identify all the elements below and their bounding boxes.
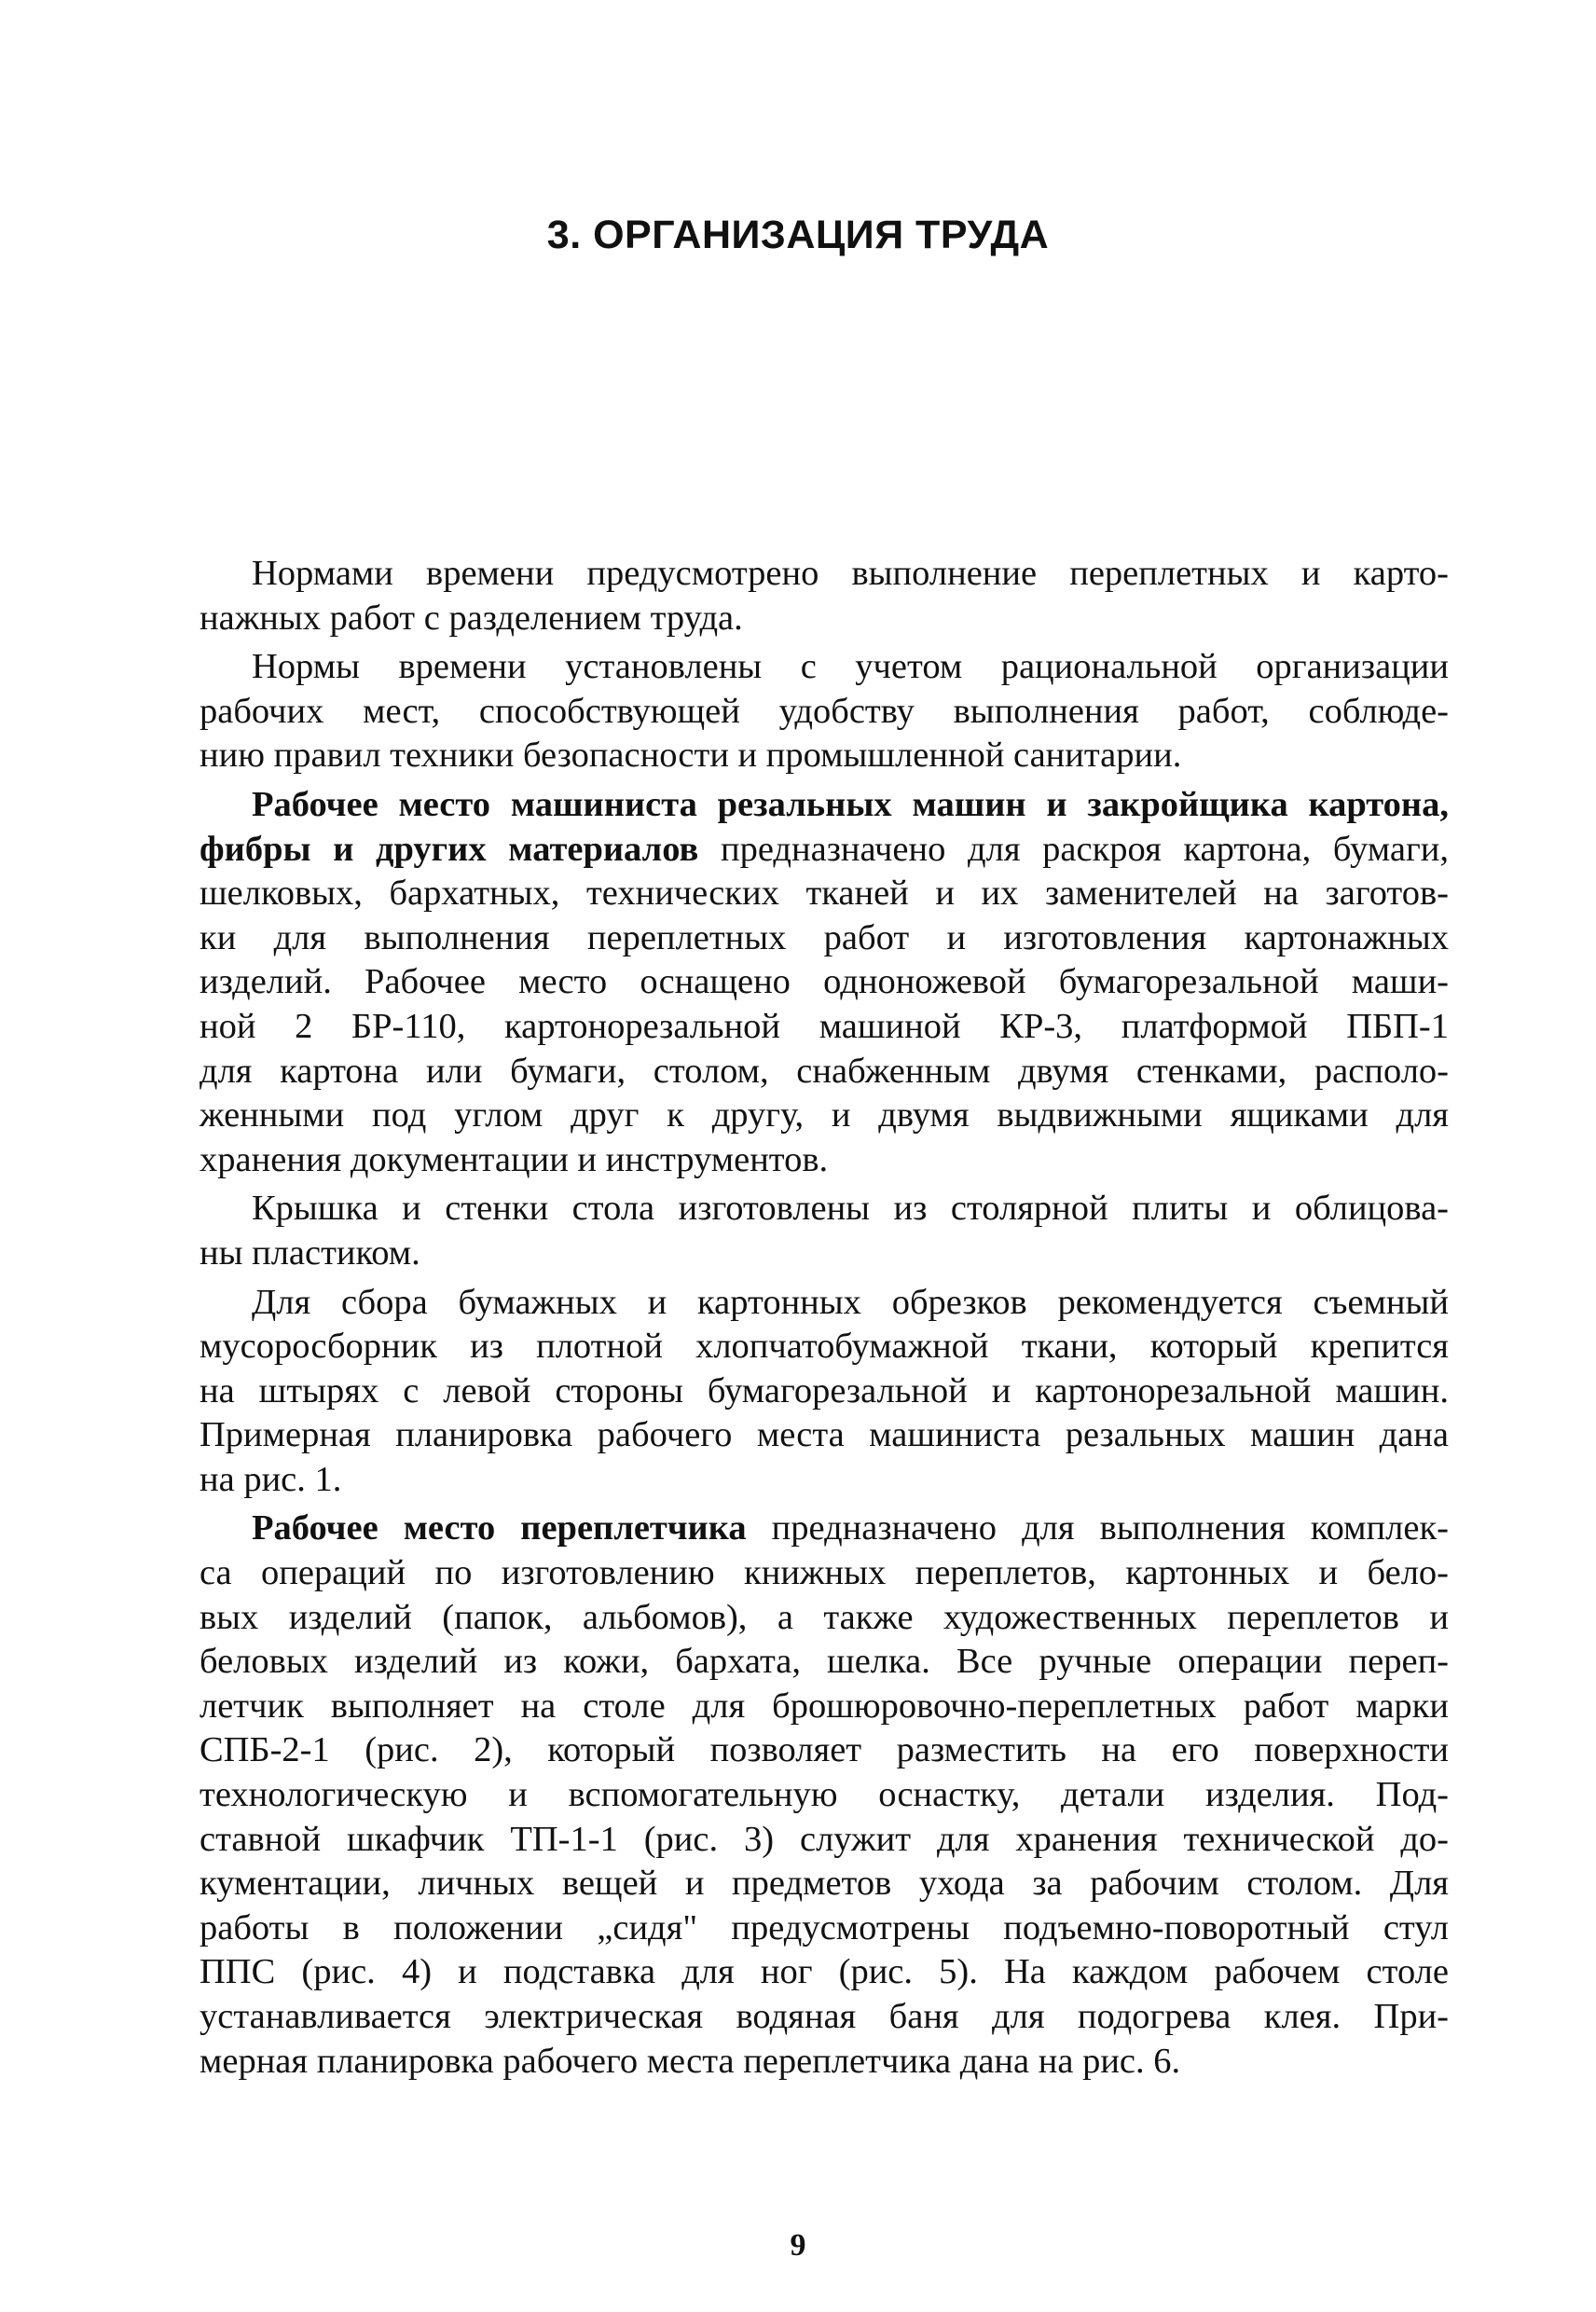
text-line: устанавливается электрическая водяная баня для подогрева клея. При- [200, 1997, 1449, 2036]
bold-term: Рабочее место машиниста резальных машин и закройщика картона, [252, 784, 1449, 824]
paragraph-6 [200, 1507, 1449, 2084]
text-line: Крышка и стенки стола изготовлены из столярной плиты и облицова- [252, 1189, 1449, 1229]
bold-term: Рабочее место переплетчика [252, 1508, 747, 1548]
text-line: шелковых, бархатных, технических тканей и их заменителей на заготов- [200, 874, 1449, 914]
text-line [200, 828, 1449, 873]
text-line: рабочих мест, способствующей удобству выполнения работ, соблюде- [200, 691, 1449, 731]
text-line: нию правил техники безопасности и промышленной санитарии. [200, 736, 1182, 776]
text-line: нажных работ с разделением труда. [200, 598, 743, 638]
text-line: изделий. Рабочее место оснащено одноножевой бумагорезальной маши- [200, 962, 1449, 1002]
text-line: Для сбора бумажных и картонных обрезков рекомендуется съемный [252, 1282, 1449, 1322]
text-line: хранения документации и инструментов. [200, 1139, 829, 1179]
paragraph-2 [200, 645, 1449, 778]
text-fragment: предназначено для выполнения комплек- [746, 1508, 1449, 1548]
section-heading: 3. ОРГАНИЗАЦИЯ ТРУДА [546, 213, 1050, 257]
text-line: ППС (рис. 4) и подставка для ног (рис. 5). На каждом рабочем столе [200, 1952, 1449, 1992]
text-line: мусоросборник из плотной хлопчатобумажной ткани, который крепится [200, 1327, 1449, 1367]
text-line: вых изделий (папок, альбомов), а также художественных переплетов и [200, 1597, 1449, 1637]
text-line: ны пластиком. [200, 1232, 420, 1273]
text-line: ставной шкафчик ТП-1-1 (рис. 3) служит для хранения технической до- [200, 1819, 1449, 1859]
text-line: летчик выполняет на столе для брошюровочно-переплетных работ марки [200, 1686, 1449, 1726]
text-line: СПБ-2-1 (рис. 2), который позволяет разместить на его поверхности [200, 1730, 1449, 1770]
paragraph-4 [200, 1187, 1449, 1275]
text-line: Нормами времени предусмотрено выполнение переплетных и карто- [252, 554, 1449, 593]
text-fragment: предназначено для раскроя картона, бумаги, [698, 829, 1450, 869]
text-line: женными под углом друг к другу, и двумя выдвижными ящиками для [200, 1095, 1449, 1135]
text-line: технологическую и вспомогательную оснастку, детали изделия. Под- [200, 1775, 1449, 1815]
text-line: Нормы времени установлены с учетом рациональной организации [252, 647, 1449, 687]
text-line: на штырях с левой стороны бумагорезальной и картонорезальной машин. [200, 1370, 1449, 1411]
paragraph-1 [200, 552, 1449, 640]
text-line: ной 2 БР-110, картонорезальной машиной КР-3, платформой ПБП-1 [200, 1006, 1449, 1046]
bold-term: фибры и других материалов [200, 829, 699, 869]
text-line: работы в положении „сидя" предусмотрены подъемно-поворотный стул [200, 1907, 1449, 1947]
text-line: ки для выполнения переплетных работ и изготовления картонажных [200, 917, 1449, 957]
paragraph-3 [200, 783, 1449, 1182]
text-line: мерная планировка рабочего места переплетчика дана на рис. 6. [200, 2041, 1181, 2081]
body-text [200, 552, 1449, 2088]
page-number: 9 [790, 2228, 806, 2263]
paragraph-5 [200, 1281, 1449, 1503]
text-line [200, 1507, 1449, 1551]
text-line: на рис. 1. [200, 1459, 342, 1499]
text-line: для картона или бумаги, столом, снабженным двумя стенками, располо- [200, 1051, 1449, 1091]
text-line: кументации, личных вещей и предметов ухода за рабочим столом. Для [200, 1864, 1449, 1904]
text-line: беловых изделий из кожи, бархата, шелка. Все ручные операции переп- [200, 1642, 1449, 1682]
text-line: са операций по изготовлению книжных переплетов, картонных и бело- [200, 1553, 1449, 1593]
text-line: Примерная планировка рабочего места машиниста резальных машин дана [200, 1415, 1449, 1455]
